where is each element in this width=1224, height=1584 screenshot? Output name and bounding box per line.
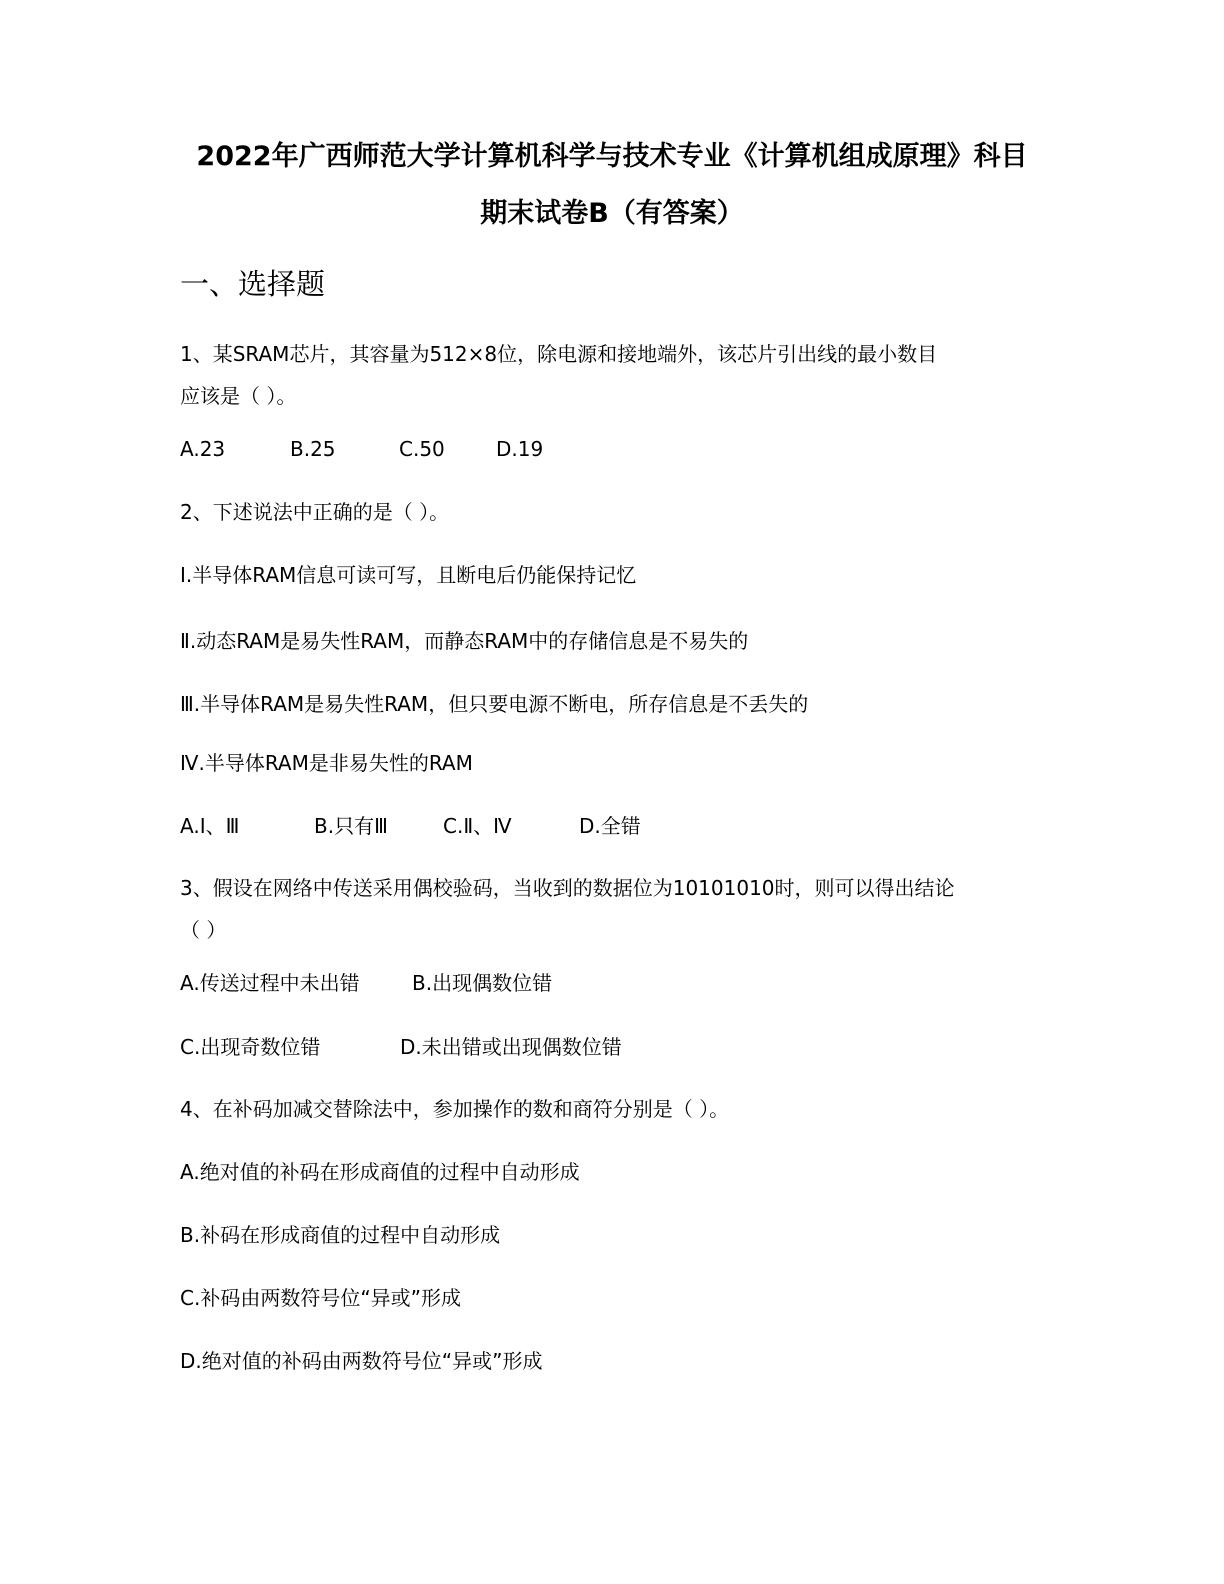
- question-4-stem-line1: 4、在补码加减交替除法中，参加操作的数和商符分别是（ ）。: [180, 1097, 730, 1121]
- question-3-options-row1: [180, 969, 552, 997]
- question-3-option-a: A.传送过程中未出错: [180, 971, 360, 995]
- question-1-option-a: A.23: [180, 437, 226, 461]
- question-3-stem-line2: （ ）: [180, 918, 227, 942]
- question-3-option-d: D.未出错或出现偶数位错: [400, 1035, 622, 1059]
- question-1-stem-line1: 1、某SRAM芯片，其容量为512×8位，除电源和接地端外，该芯片引出线的最小数目: [180, 342, 938, 366]
- question-1-stem-line2: 应该是（ ）。: [180, 384, 297, 408]
- question-2-statement-4: Ⅳ.半导体RAM是非易失性的RAM: [180, 751, 473, 775]
- question-3-options-row2: [180, 1033, 622, 1061]
- question-2-stem-line1: 2、下述说法中正确的是（ ）。: [180, 500, 450, 524]
- question-2-option-c: C.Ⅱ、Ⅳ: [443, 814, 512, 838]
- question-3-option-c: C.出现奇数位错: [180, 1035, 321, 1059]
- section-heading: 一、选择题: [180, 267, 326, 301]
- question-4-option-d: D.绝对值的补码由两数符号位“异或”形成: [180, 1349, 543, 1373]
- question-1-option-d: D.19: [496, 437, 544, 461]
- question-2-option-a: A.I、Ⅲ: [180, 814, 240, 838]
- question-2-options: [180, 812, 641, 840]
- exam-title-line1: 2022年广西师范大学计算机科学与技术专业《计算机组成原理》科目: [196, 141, 1028, 172]
- question-3-stem-line1: 3、假设在网络中传送采用偶校验码，当收到的数据位为10101010时，则可以得出结论: [180, 876, 955, 900]
- question-2-statement-2: Ⅱ.动态RAM是易失性RAM，而静态RAM中的存储信息是不易失的: [180, 629, 749, 653]
- question-1-option-c: C.50: [399, 437, 445, 461]
- question-1-options: [180, 435, 543, 463]
- exam-title-line2: 期末试卷B（有答案）: [480, 198, 744, 229]
- question-3-option-b: B.出现偶数位错: [412, 971, 553, 995]
- question-4-option-a: A.绝对值的补码在形成商值的过程中自动形成: [180, 1160, 580, 1184]
- question-1-option-b: B.25: [290, 437, 336, 461]
- question-4-option-c: C.补码由两数符号位“异或”形成: [180, 1286, 462, 1310]
- question-2-statement-1: I.半导体RAM信息可读可写，且断电后仍能保持记忆: [180, 563, 637, 587]
- question-4-option-b: B.补码在形成商值的过程中自动形成: [180, 1223, 501, 1247]
- question-2-option-d: D.全错: [579, 814, 641, 838]
- question-2-option-b: B.只有Ⅲ: [314, 814, 388, 838]
- question-2-statement-3: Ⅲ.半导体RAM是易失性RAM，但只要电源不断电，所存信息是不丢失的: [180, 692, 809, 716]
